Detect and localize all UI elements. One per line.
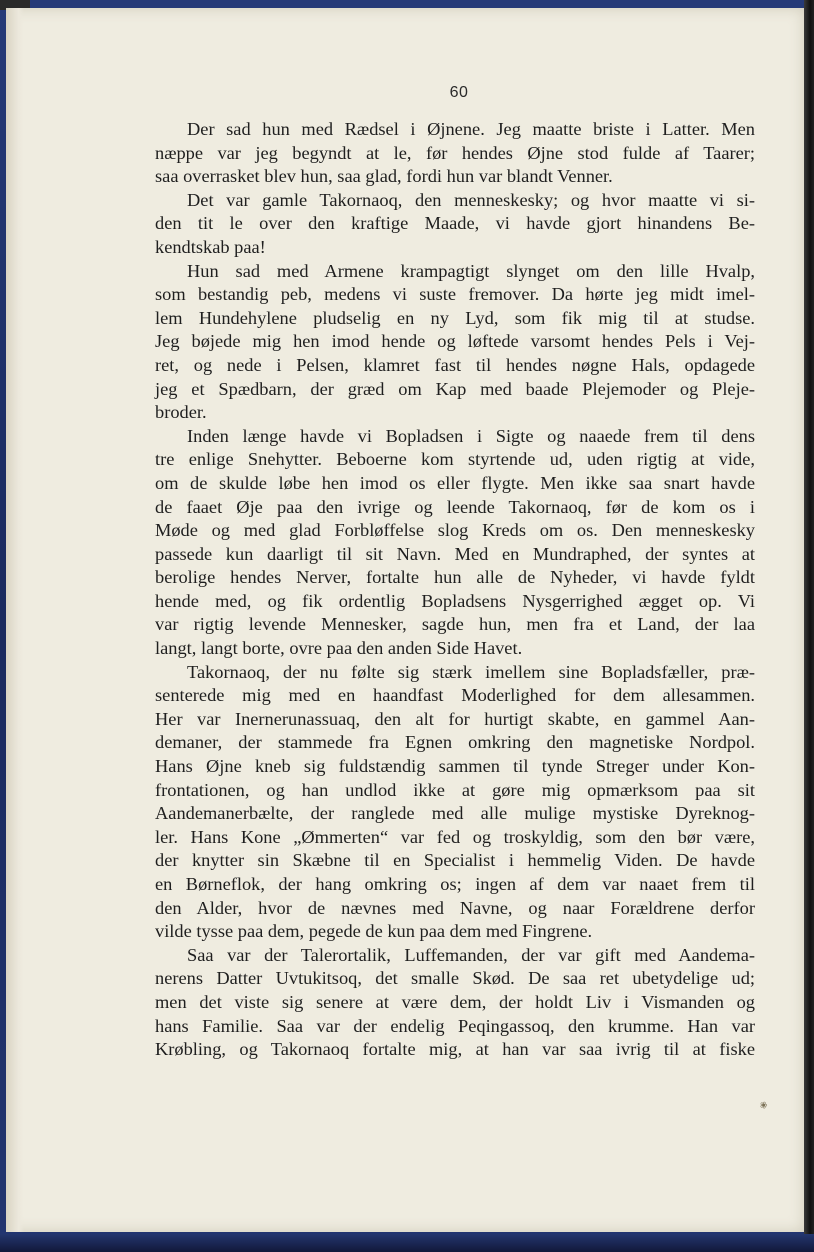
text-line: broder.	[155, 402, 207, 423]
text-line: Aandemanerbælte, der ranglede med alle mulige mystiske Dyreknog-	[155, 803, 755, 824]
text-line: langt, langt borte, ovre paa den anden Side Havet.	[155, 638, 523, 659]
text-line: Der sad hun med Rædsel i Øjnene. Jeg maatte briste i Latter. Men	[187, 119, 755, 139]
text-line: demaner, der stammede fra Egnen omkring den magnetiske Nordpol.	[155, 732, 755, 753]
text-line: men det viste sig senere at være dem, der holdt Liv i Vismanden og	[155, 991, 755, 1012]
page-number: 60	[449, 84, 469, 101]
text-line: lem Hundehylene pludselig en ny Lyd, som fik mig til at studse.	[155, 307, 755, 328]
text-line: Hun sad med Armene krampagtigt slynget om den lille Hvalp,	[187, 260, 755, 281]
text-line: frontationen, og han undlod ikke at gøre mig opmærksom paa sit	[155, 779, 755, 800]
text-line: Krøbling, og Takornaoq fortalte mig, at han var saa ivrig til at fiske	[155, 1039, 755, 1060]
text-line: Hans Øjne kneb sig fuldstændig sammen til tynde Streger under Kon-	[155, 756, 755, 777]
text-line: saa overrasket blev hun, saa glad, fordi hun var blandt Venner.	[155, 166, 613, 187]
text-line: Takornaoq, der nu følte sig stærk imellem sine Bopladsfæller, præ-	[187, 661, 755, 682]
text-line: Møde og med glad Forbløffelse slog Kreds om os. Den menneskesky	[155, 520, 755, 541]
text-line: de faaet Øje paa den ivrige og leende Takornaoq, før de kom os i	[155, 496, 755, 517]
text-line: den tit le over den kraftige Maade, vi havde gjort hinandens Be-	[155, 213, 755, 234]
text-line: nerens Datter Uvtukitsoq, det smalle Skød. De saa ret ubetydelige ud;	[155, 968, 755, 989]
text-line: Inden længe havde vi Bopladsen i Sigte og naaede frem til dens	[187, 425, 755, 446]
text-line: passede kun daarligt til sit Navn. Med en Mundraphed, der syntes at	[155, 543, 755, 564]
text-line: om de skulde løbe hen imod os eller flygte. Men ikke saa snart havde	[155, 472, 755, 493]
text-line: berolige hendes Nerver, fortalte hun alle de Nyheder, vi havde fyldt	[155, 567, 755, 588]
text-line: jeg et Spædbarn, der græd om Kap med baade Plejemoder og Pleje-	[155, 378, 755, 399]
text-line: næppe var jeg begyndt at le, før hendes Øjne stod fulde af Taarer;	[155, 142, 755, 163]
text-line: som bestandig peb, medens vi suste fremover. Da hørte jeg midt imel-	[155, 284, 755, 305]
text-line: tre enlige Snehytter. Beboerne kom styrtende ud, uden rigtig at vide,	[155, 449, 755, 470]
text-line: ret, og nede i Pelsen, klamret fast til hendes nøgne Hals, opdagede	[155, 354, 755, 375]
text-line: Jeg bøjede mig hen imod hende og løftede varsomt hendes Pels i Vej-	[155, 331, 755, 352]
book-edge-bottom	[0, 1234, 814, 1252]
text-line: Saa var der Talerortalik, Luffemanden, der var gift med Aandema-	[187, 944, 755, 965]
text-line: Her var Inernerunassuaq, den alt for hurtigt skabte, en gammel Aan-	[155, 708, 755, 729]
text-line: var rigtig levende Mennesker, sagde hun, men fra et Land, der laa	[155, 614, 755, 635]
text-line: den Alder, hvor de nævnes med Navne, og naar Forældrene derfor	[155, 897, 755, 918]
text-line: kendtskab paa!	[155, 236, 266, 257]
text-line: Det var gamle Takornaoq, den menneskesky; og hvor maatte vi si-	[187, 189, 755, 210]
body-text	[155, 118, 755, 1062]
text-line: en Børneflok, der hang omkring os; ingen af dem var naaet frem til	[155, 874, 755, 894]
text-line: der knytter sin Skæbne til en Specialist i hemmelig Viden. De havde	[155, 850, 755, 871]
book-edge-right	[804, 0, 814, 1252]
text-line: ler. Hans Kone „Ømmerten“ var fed og troskyldig, som den bør være,	[155, 826, 755, 847]
text-line: hans Familie. Saa var der endelig Peqingassoq, den krumme. Han var	[155, 1015, 755, 1036]
text-line: vilde tysse paa dem, pegede de kun paa dem med Fingrene.	[155, 921, 593, 942]
text-line: hende med, og fik ordentlig Bopladsens Nysgerrighed ægget op. Vi	[155, 590, 755, 611]
page-spine-shadow	[6, 8, 24, 1232]
text-line: senterede mig med en haandfast Moderlighed for dem allesammen.	[155, 685, 755, 706]
